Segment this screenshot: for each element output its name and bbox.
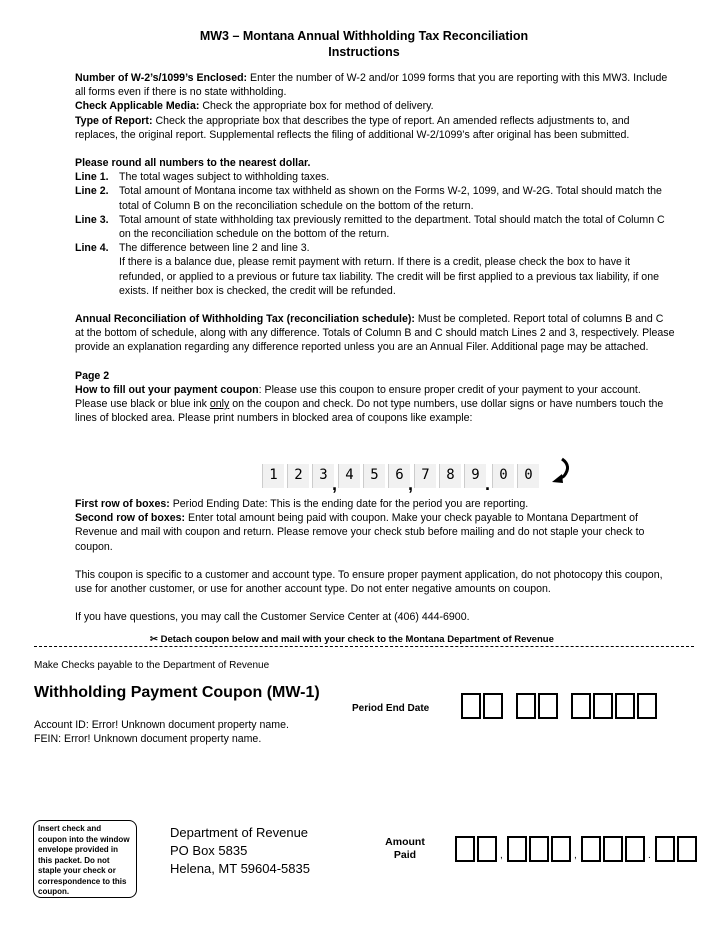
example-digit: 0 [492,464,514,488]
example-digit: 7 [414,464,436,488]
example-digit: 4 [338,464,360,488]
reconciliation-instruction: Annual Reconciliation of Withholding Tax (reconciliation schedule): Must be completed. Report total of columns B and C at the bottom of schedule, along with any difference. Totals of Column B and C should match Lines 2 and 3, respectively. Please provide an explanation regarding any difference reported unless you are an Annual Filer. Additional page may be attached. [75,313,675,354]
first-row-instruction: First row of boxes: Period Ending Date: This is the ending date for the period you are reporting. [75,498,529,510]
media-instruction: Check Applicable Media: Check the appropriate box for method of delivery. [75,100,434,113]
line4-detail: If there is a balance due, please remit payment with return. If there is a credit, please check the box to have it refunded, or applied to a previous or future tax liability. The credit will be first applied to a previous tax liability, if one exists. If neither box is checked, the credit will be refunded. [119,256,659,297]
instructions-section [75,71,675,425]
address-line: PO Box 5835 [170,843,248,858]
example-digit: 6 [388,464,410,488]
line2-instruction: Line 2. Total amount of Montana income tax withheld as shown on the Forms W-2, 1099, and W-2G. Total should match the total of Column B on the reconciliation schedule on the bottom of the return. [75,185,662,212]
period-digit-box[interactable] [615,693,635,719]
example-comma: , [332,474,338,494]
address-line: Department of Revenue [170,825,309,840]
page2-heading: Page 2 [75,369,110,382]
period-digit-box[interactable] [593,693,613,719]
example-digit: 0 [517,464,539,488]
amount-comma: , [500,850,503,861]
coupon-specific-note: This coupon is specific to a customer and account type. To ensure proper payment application, do not photocopy this coupon, use for another customer, or use for another account type. Do not enter negative amounts on coupon. [75,568,663,596]
amount-decimal-point: . [648,850,651,861]
amount-digit-box[interactable] [477,836,497,862]
example-digit: 3 [312,464,334,488]
amount-digit-box[interactable] [677,836,697,862]
example-comma: , [408,474,414,494]
example-digit: 5 [363,464,385,488]
scissors-icon: ✂ [150,634,161,645]
address-line: Helena, MT 59604-5835 [170,861,310,876]
questions-note: If you have questions, you may call the Customer Service Center at (406) 444-6900. [75,611,470,624]
detach-line: ✂ Detach coupon below and mail with your check to the Montana Department of Revenue [150,634,554,645]
cut-dashed-line [34,646,694,647]
period-digit-box[interactable] [483,693,503,719]
curved-arrow-icon [548,456,574,484]
second-row-instruction: Second row of boxes: Enter total amount being paid with coupon. Make your check payable to Montana Department of Revenue and mail with coupon and return. Please remove your check stub before mailing and do not staple your check to coupon. [75,512,645,553]
page-subtitle: Instructions [328,45,400,59]
w2-instruction: Number of W-2’s/1099’s Enclosed: Enter the number of W-2 and/or 1099 forms that you are reporting with this MW3. Include all forms even if there is no state withholding. [75,72,668,99]
example-digit: 8 [439,464,461,488]
ink-instruction: Please use black or blue ink only on the coupon and check. Do not type numbers, use dollar signs or have numbers touch the lines of blocked area. Please print numbers in blocked area of coupons like example: [75,398,664,425]
line4-instruction: Line 4. The difference between line 2 and line 3. [75,242,310,255]
fein: FEIN: Error! Unknown document property name. [34,733,262,745]
amount-digit-box[interactable] [655,836,675,862]
period-digit-box[interactable] [538,693,558,719]
checks-payable: Make Checks payable to the Department of Revenue [34,660,270,671]
example-digit: 9 [464,464,486,488]
type-instruction: Type of Report: Check the appropriate box that describes the type of report. An amended reflects adjustments to, and replaces, the original report. Supplemental reflects the filing of additional W-2/1099’s after original has been submitted. [75,114,630,141]
period-digit-box[interactable] [571,693,591,719]
example-decimal-point: . [485,474,491,494]
amount-comma: , [574,850,577,861]
amount-digit-box[interactable] [603,836,623,862]
envelope-note: Insert check and coupon into the window envelope provided in this packet. Do not staple your check or correspondence to this coupon. [33,820,137,898]
amount-digit-box[interactable] [507,836,527,862]
page-title: MW3 – Montana Annual Withholding Tax Reconciliation [199,29,529,43]
round-note: Please round all numbers to the nearest dollar. [75,157,311,170]
line1-instruction: Line 1. The total wages subject to withholding taxes. [75,171,330,184]
period-digit-box[interactable] [637,693,657,719]
amount-digit-box[interactable] [581,836,601,862]
amount-digit-box[interactable] [455,836,475,862]
period-end-label: Period End Date [352,703,430,714]
example-digit: 1 [262,464,284,488]
coupon-instruction: How to fill out your payment coupon: Please use this coupon to ensure proper credit of your payment to your account. [75,383,641,396]
amount-paid-label: Amount Paid [385,836,425,861]
boxes-section [75,497,675,624]
account-id: Account ID: Error! Unknown document property name. [34,719,289,731]
mailing-address [170,824,310,878]
coupon-title: Withholding Payment Coupon (MW-1) [34,684,320,701]
period-digit-box[interactable] [461,693,481,719]
amount-digit-box[interactable] [625,836,645,862]
line3-instruction: Line 3. Total amount of state withholding tax previously remitted to the department. Total should match the total of Column C on the reconciliation schedule on the bottom of the return. [75,213,665,241]
amount-digit-box[interactable] [529,836,549,862]
period-digit-box[interactable] [516,693,536,719]
amount-digit-box[interactable] [551,836,571,862]
example-digit: 2 [287,464,309,488]
